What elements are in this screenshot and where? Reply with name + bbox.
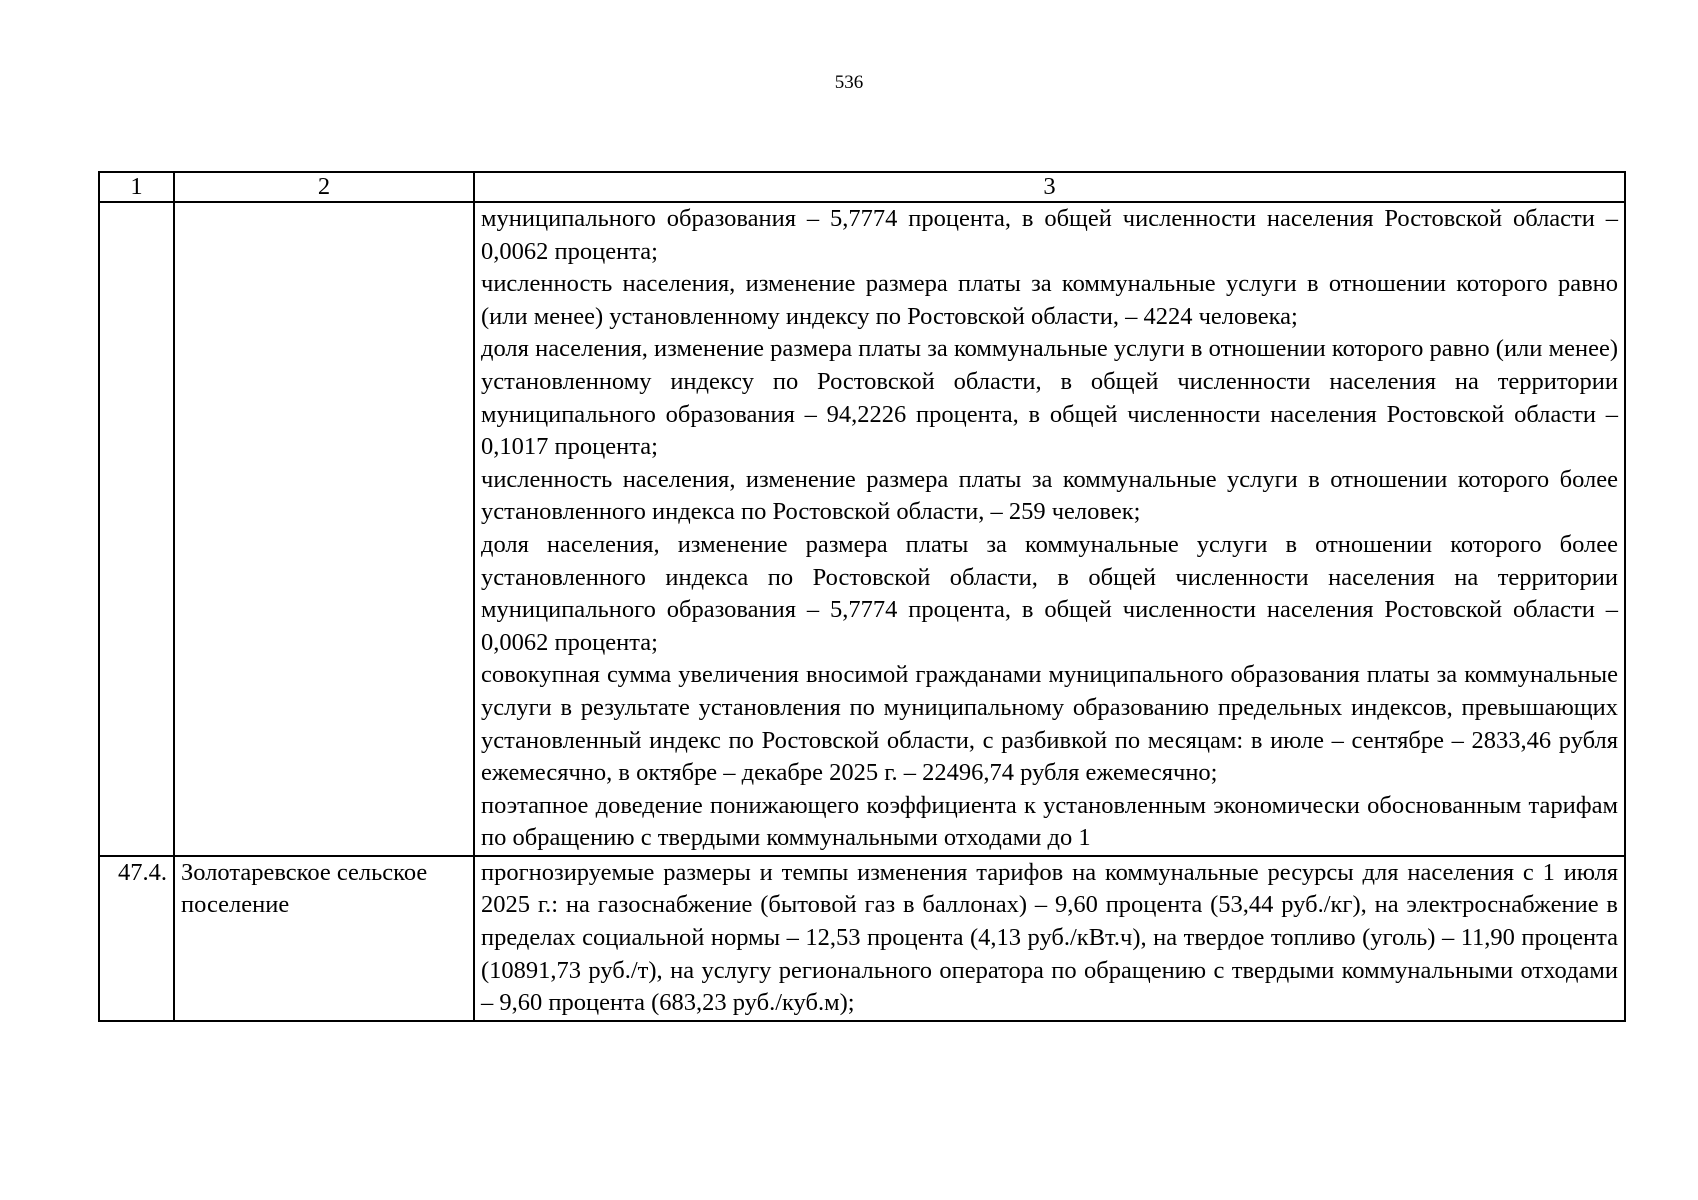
row-name-cell xyxy=(174,202,474,856)
page-number: 536 xyxy=(834,72,864,93)
paragraph: доля населения, изменение размера платы за коммунальные услуги в отношении которого равно (или менее) установленному индексу по Ростовской области, в общей численности населения на территории муниципального образования – 94,2226 процента, в общей численности населения Ростовской области – 0,1017 процента; xyxy=(481,335,1618,461)
paragraph: муниципального образования – 5,7774 процента, в общей численности населения Ростовской области – 0,0062 процента; xyxy=(481,205,1618,265)
paragraph: численность населения, изменение размера платы за коммунальные услуги в отношении которого равно (или менее) установленному индексу по Ростовской области, – 4224 человека; xyxy=(481,270,1618,330)
paragraph: численность населения, изменение размера платы за коммунальные услуги в отношении которого более установленного индекса по Ростовской области, – 259 человек; xyxy=(481,465,1618,526)
paragraph: поэтапное доведение понижающего коэффициента к установленным экономически обоснованным тарифам по обращению с твердыми коммунальными отходами до 1 xyxy=(481,791,1618,852)
paragraph: доля населения, изменение размера платы за коммунальные услуги в отношении которого более установленного индекса по Ростовской области, в общей численности населения на территории муниципального образования – 5,7774 процента, в общей численности населения Ростовской области – 0,0062 процента; xyxy=(481,530,1618,656)
table-header-row xyxy=(99,172,1625,202)
row-text-cell xyxy=(474,202,1625,856)
header-column-2: 2 xyxy=(174,172,474,202)
row-name-cell: Золотаревское сельское поселение xyxy=(174,856,474,1021)
document-table xyxy=(98,171,1626,1022)
header-column-1: 1 xyxy=(99,172,174,202)
paragraph: совокупная сумма увеличения вносимой гражданами муниципального образования платы за коммунальные услуги в результате установления по муниципальному образованию предельных индексов, превышающих установленный индекс по Ростовской области, с разбивкой по месяцам: в июле – сентябре – 2833,46 рубля ежемесячно, в октябре – декабре 2025 г. – 22496,74 рубля ежемесячно; xyxy=(481,661,1618,787)
row-text-cell xyxy=(474,856,1625,1021)
table-row-continued xyxy=(99,202,1625,856)
table-row-47-4 xyxy=(99,856,1625,1021)
paragraph: прогнозируемые размеры и темпы изменения тарифов на коммунальные ресурсы для населения с 1 июля 2025 г.: на газоснабжение (бытовой газ в баллонах) – 9,60 процента (53,44 руб./кг), на электроснабжение в пределах социальной нормы – 12,53 процента (4,13 руб./кВт.ч), на твердое топливо (уголь) – 11,90 процента (10891,73 руб./т), на услугу регионального оператора по обращению с твердыми коммунальными отходами – 9,60 процента (683,23 руб./куб.м); xyxy=(481,858,1618,1017)
row-number-cell: 47.4. xyxy=(99,856,174,1021)
header-column-3: 3 xyxy=(474,172,1625,202)
row-number-cell xyxy=(99,202,174,856)
